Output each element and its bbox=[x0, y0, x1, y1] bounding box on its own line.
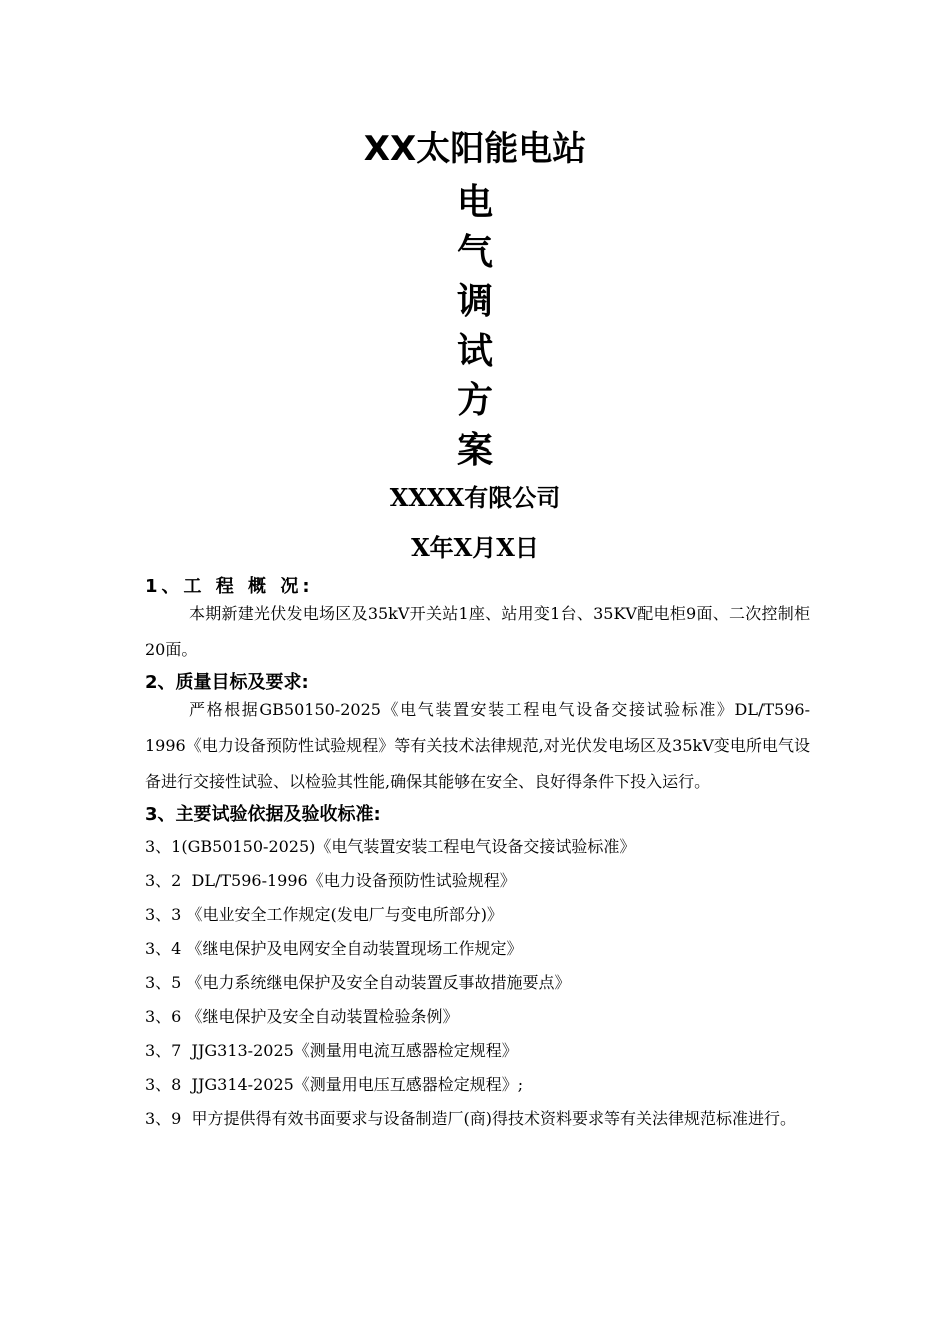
subtitle-char: 方 bbox=[456, 380, 493, 421]
subtitle-char: 案 bbox=[456, 429, 493, 471]
section-heading-overview: 1、工 程 概 况: bbox=[145, 576, 314, 597]
document-subtitle-vertical bbox=[0, 178, 950, 475]
section-heading-quality: 2、质量目标及要求: bbox=[145, 672, 309, 693]
document-title: XX太阳能电站 bbox=[363, 129, 587, 169]
list-item: 3、3 《电业安全工作规定(发电厂与变电所部分)》 bbox=[145, 905, 503, 924]
document-body bbox=[145, 572, 810, 1136]
list-item: 3、1(GB50150-2025)《电气装置安装工程电气设备交接试验标准》 bbox=[145, 837, 636, 856]
section-paragraph-quality: 严格根据GB50150-2025《电气装置安装工程电气设备交接试验标准》DL/T596-1996《电力设备预防性试验规程》等有关技术法律规范,对光伏发电场区及35kV变电所电气设备进行交接性试验、以检验其性能,确保其能够在安全、良好得条件下投入运行。 bbox=[145, 700, 810, 791]
list-item: 3、7 JJG313-2025《测量用电流互感器检定规程》 bbox=[145, 1041, 518, 1060]
company-name: XXXX有限公司 bbox=[389, 483, 561, 512]
list-item: 3、8 JJG314-2025《测量用电压互感器检定规程》; bbox=[145, 1075, 524, 1094]
list-item: 3、9 甲方提供得有效书面要求与设备制造厂(商)得技术资料要求等有关法律规范标准进行。 bbox=[145, 1109, 797, 1128]
list-item: 3、5 《电力系统继电保护及安全自动装置反事故措施要点》 bbox=[145, 973, 571, 992]
subtitle-char: 电 bbox=[456, 182, 493, 223]
list-item: 3、2 DL/T596-1996《电力设备预防性试验规程》 bbox=[145, 871, 516, 890]
section-heading-standards: 3、主要试验依据及验收标准: bbox=[145, 804, 381, 825]
subtitle-char: 调 bbox=[456, 281, 493, 322]
section-paragraph-overview: 本期新建光伏发电场区及35kV开关站1座、站用变1台、35KV配电柜9面、二次控制柜20面。 bbox=[145, 604, 810, 659]
subtitle-char: 试 bbox=[456, 330, 493, 372]
document-date: X年X月X日 bbox=[411, 533, 539, 562]
list-item: 3、6 《继电保护及安全自动装置检验条例》 bbox=[145, 1007, 459, 1026]
subtitle-char: 气 bbox=[456, 231, 493, 273]
list-item: 3、4 《继电保护及电网安全自动装置现场工作规定》 bbox=[145, 939, 523, 958]
